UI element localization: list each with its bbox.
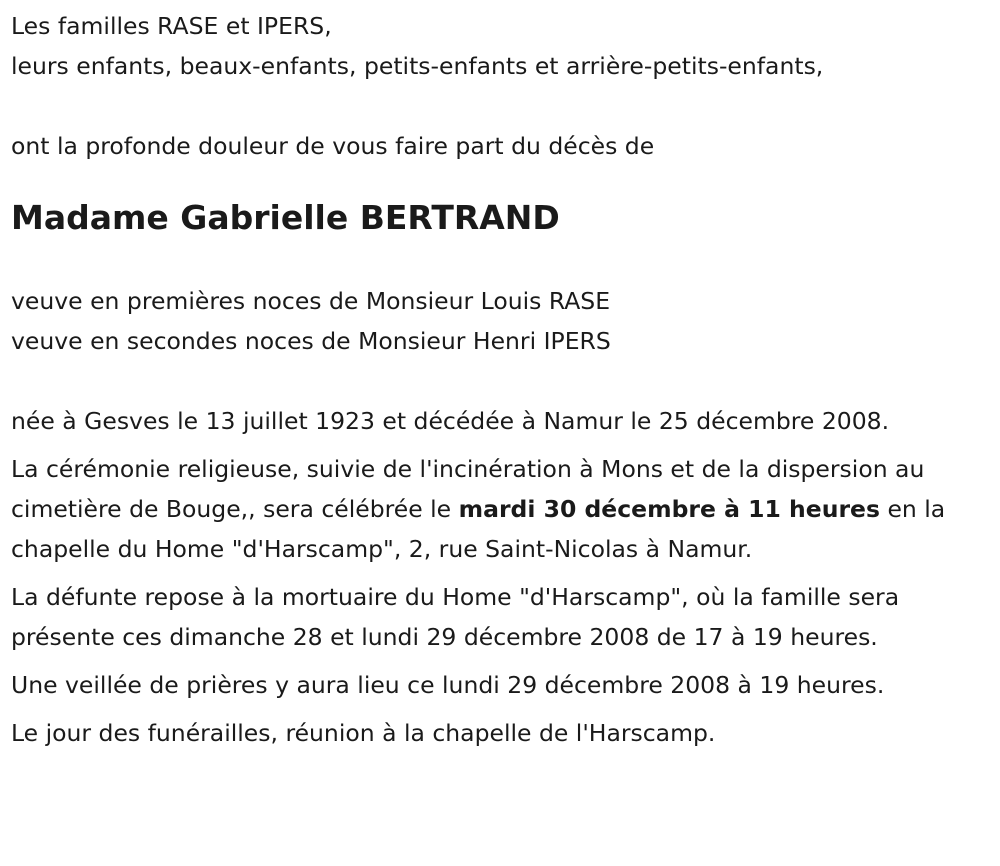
birth-death-text: née à Gesves le 13 juillet 1923 et décédée à Namur le 25 décembre 2008.: [11, 407, 890, 435]
families-line-2: leurs enfants, beaux-enfants, petits-enfants et arrière-petits-enfants,: [11, 52, 824, 80]
funeral-day-paragraph: Le jour des funérailles, réunion à la chapelle de l'Harscamp.: [11, 719, 716, 747]
ceremony-text-after: en la chapelle du Home "d'Harscamp", 2, rue Saint-Nicolas à Namur.: [11, 495, 946, 563]
widow-line-2: veuve en secondes noces de Monsieur Henri IPERS: [11, 327, 611, 355]
ceremony-datetime: mardi 30 décembre à 11 heures: [458, 495, 880, 523]
widow-line-1: veuve en premières noces de Monsieur Louis RASE: [11, 287, 611, 315]
vigil-paragraph: Une veillée de prières y aura lieu ce lundi 29 décembre 2008 à 19 heures.: [11, 671, 885, 699]
viewing-paragraph: La défunte repose à la mortuaire du Home "d'Harscamp", où la famille sera présente ces dimanche 28 et lundi 29 décembre 2008 de 17 à 19 heures.: [11, 583, 900, 651]
deceased-name: Madame Gabrielle BERTRAND: [11, 198, 560, 237]
obituary-notice: [11, 6, 986, 753]
families-line-1: Les familles RASE et IPERS,: [11, 12, 332, 40]
ceremony-paragraph: [11, 449, 986, 569]
announcement-text: ont la profonde douleur de vous faire part du décès de: [11, 132, 655, 160]
ceremony-text-before: La cérémonie religieuse, suivie de l'incinération à Mons et de la dispersion au cimetière de Bouge,, sera célébrée le: [11, 455, 925, 523]
